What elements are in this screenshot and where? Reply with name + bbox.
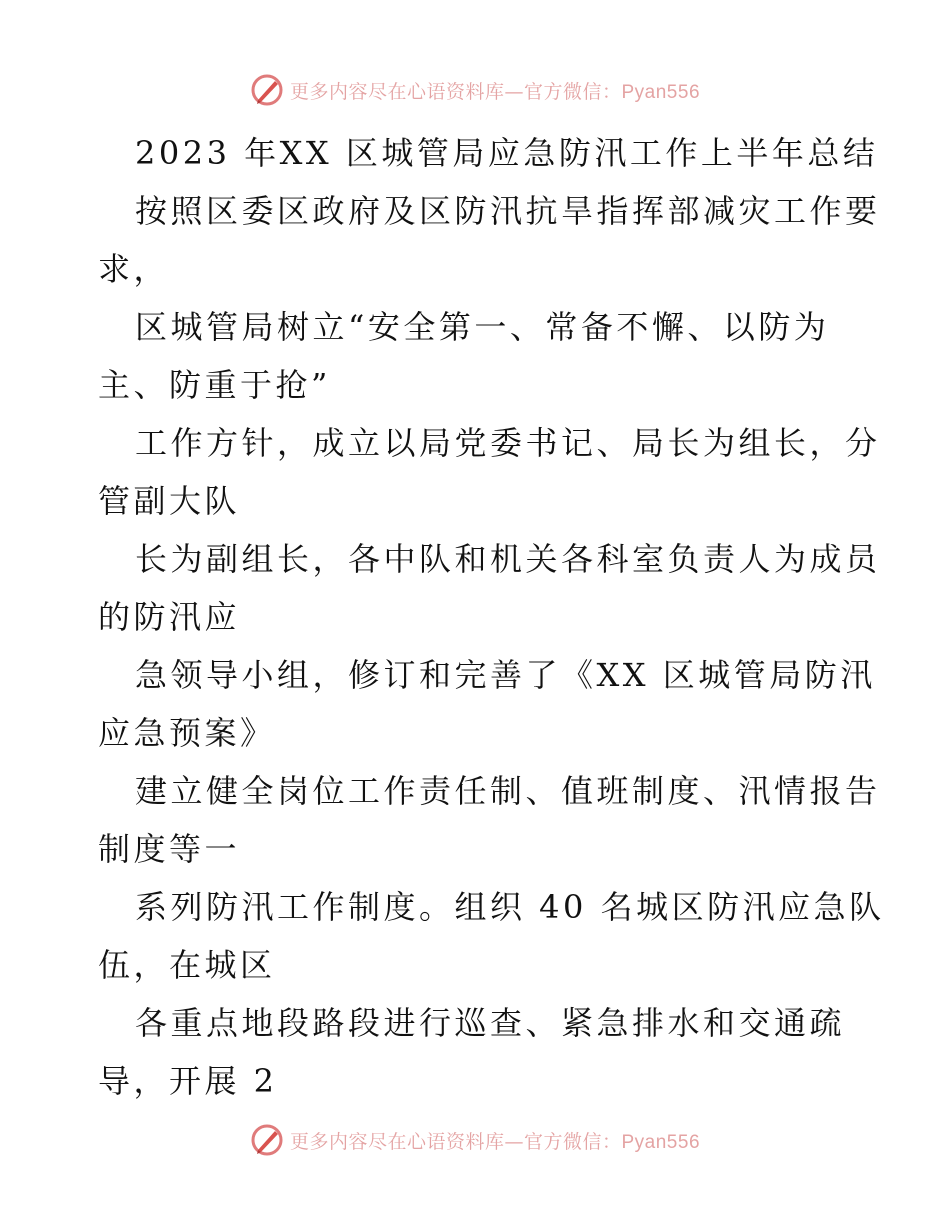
document-body — [98, 124, 885, 1110]
paragraph-line: 应急预案》 — [98, 714, 276, 752]
quill-pen-logo-icon — [250, 1123, 284, 1157]
paragraph-line: 各重点地段路段进行巡查、紧急排水和交通疏 — [135, 1004, 846, 1042]
paragraph-line: 的防汛应 — [98, 598, 241, 636]
watermark-header — [0, 70, 950, 110]
paragraph-line: 建立健全岗位工作责任制、值班制度、汛情报告 — [135, 772, 881, 810]
paragraph-line: 长为副组长，各中队和机关各科室负责人为成员 — [135, 540, 881, 578]
paragraph-line: 按照区委区政府及区防汛抗旱指挥部减灾工作要 — [135, 192, 881, 230]
watermark-text — [290, 1127, 700, 1154]
paragraph-line: 急领导小组，修订和完善了《XX 区城管局防汛 — [135, 656, 876, 694]
watermark-site-text: 更多内容尽在心语资料库—官方微信： — [289, 80, 622, 103]
watermark-text — [290, 77, 700, 104]
watermark-wechat-id: Pyan556 — [621, 1131, 701, 1153]
watermark-wechat-id: Pyan556 — [621, 81, 701, 103]
paragraph-line: 求， — [98, 250, 170, 288]
paragraph-line: 主、防重于抢” — [98, 366, 331, 404]
paragraph-line: 管副大队 — [98, 482, 241, 520]
paragraph-line: 制度等一 — [98, 830, 241, 868]
paragraph-line: 导，开展 2 — [98, 1062, 278, 1100]
watermark-site-text: 更多内容尽在心语资料库—官方微信： — [289, 1130, 622, 1153]
watermark-footer — [0, 1120, 950, 1160]
quill-pen-logo-icon — [250, 73, 284, 107]
paragraph-line: 工作方针，成立以局党委书记、局长为组长，分 — [135, 424, 881, 462]
paragraph-line: 系列防汛工作制度。组织 40 名城区防汛应急队 — [135, 888, 885, 926]
paragraph-line: 伍，在城区 — [98, 946, 276, 984]
paragraph-line: 区城管局树立“安全第一、常备不懈、以防为 — [135, 308, 830, 346]
document-title: 2023 年XX 区城管局应急防汛工作上半年总结 — [135, 134, 879, 172]
